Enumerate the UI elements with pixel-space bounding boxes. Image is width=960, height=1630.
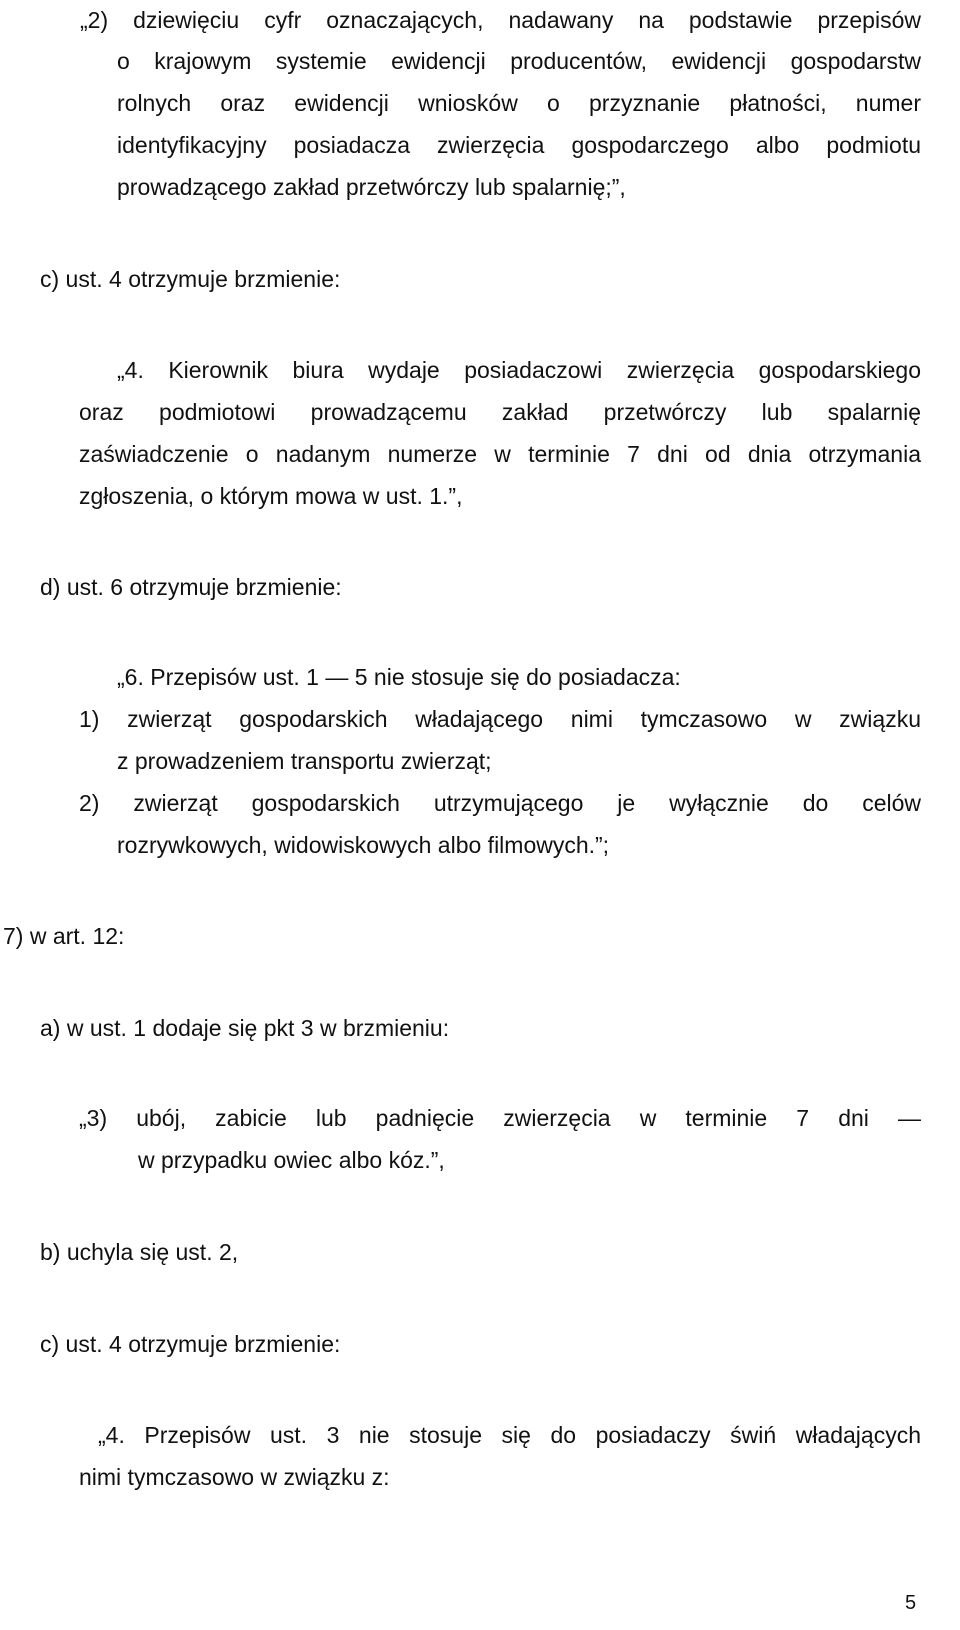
text-line: a) w ust. 1 dodaje się pkt 3 w brzmieniu: <box>40 1015 450 1041</box>
text-line: 1) zwierząt gospodarskich władającego nimi tymczasowo w związku <box>79 706 921 732</box>
page-number: 5 <box>905 1592 917 1614</box>
text-line: o krajowym systemie ewidencji producentów, ewidencji gospodarstw <box>117 48 921 74</box>
text-line: „4. Przepisów ust. 3 nie stosuje się do posiadaczy świń władających <box>98 1422 921 1448</box>
text-line: „3) ubój, zabicie lub padnięcie zwierzęcia w terminie 7 dni — <box>79 1105 921 1131</box>
text-line: nimi tymczasowo w związku z: <box>79 1464 390 1490</box>
text-line: d) ust. 6 otrzymuje brzmienie: <box>40 574 342 600</box>
text-line: identyfikacyjny posiadacza zwierzęcia gospodarczego albo podmiotu <box>117 132 921 158</box>
text-line: „4. Kierownik biura wydaje posiadaczowi zwierzęcia gospodarskiego <box>117 357 921 383</box>
text-line: c) ust. 4 otrzymuje brzmienie: <box>40 1331 341 1357</box>
text-line: 7) w art. 12: <box>3 923 125 949</box>
text-line: „6. Przepisów ust. 1 — 5 nie stosuje się do posiadacza: <box>117 664 681 690</box>
text-line: z prowadzeniem transportu zwierząt; <box>117 748 492 774</box>
text-line: prowadzącego zakład przetwórczy lub spalarnię;”, <box>117 174 626 200</box>
text-line: rolnych oraz ewidencji wniosków o przyznanie płatności, numer <box>117 90 921 116</box>
text-line: rozrywkowych, widowiskowych albo filmowych.”; <box>117 832 610 858</box>
text-line: w przypadku owiec albo kóz.”, <box>138 1147 445 1173</box>
text-line: zaświadczenie o nadanym numerze w terminie 7 dni od dnia otrzymania <box>79 441 921 467</box>
text-line: b) uchyla się ust. 2, <box>40 1239 239 1265</box>
text-line: oraz podmiotowi prowadzącemu zakład przetwórczy lub spalarnię <box>79 399 921 425</box>
text-line: 2) zwierząt gospodarskich utrzymującego je wyłącznie do celów <box>79 790 921 816</box>
text-line: c) ust. 4 otrzymuje brzmienie: <box>40 266 341 292</box>
text-line: zgłoszenia, o którym mowa w ust. 1.”, <box>79 483 463 509</box>
text-line: „2) dziewięciu cyfr oznaczających, nadawany na podstawie przepisów <box>80 7 921 33</box>
